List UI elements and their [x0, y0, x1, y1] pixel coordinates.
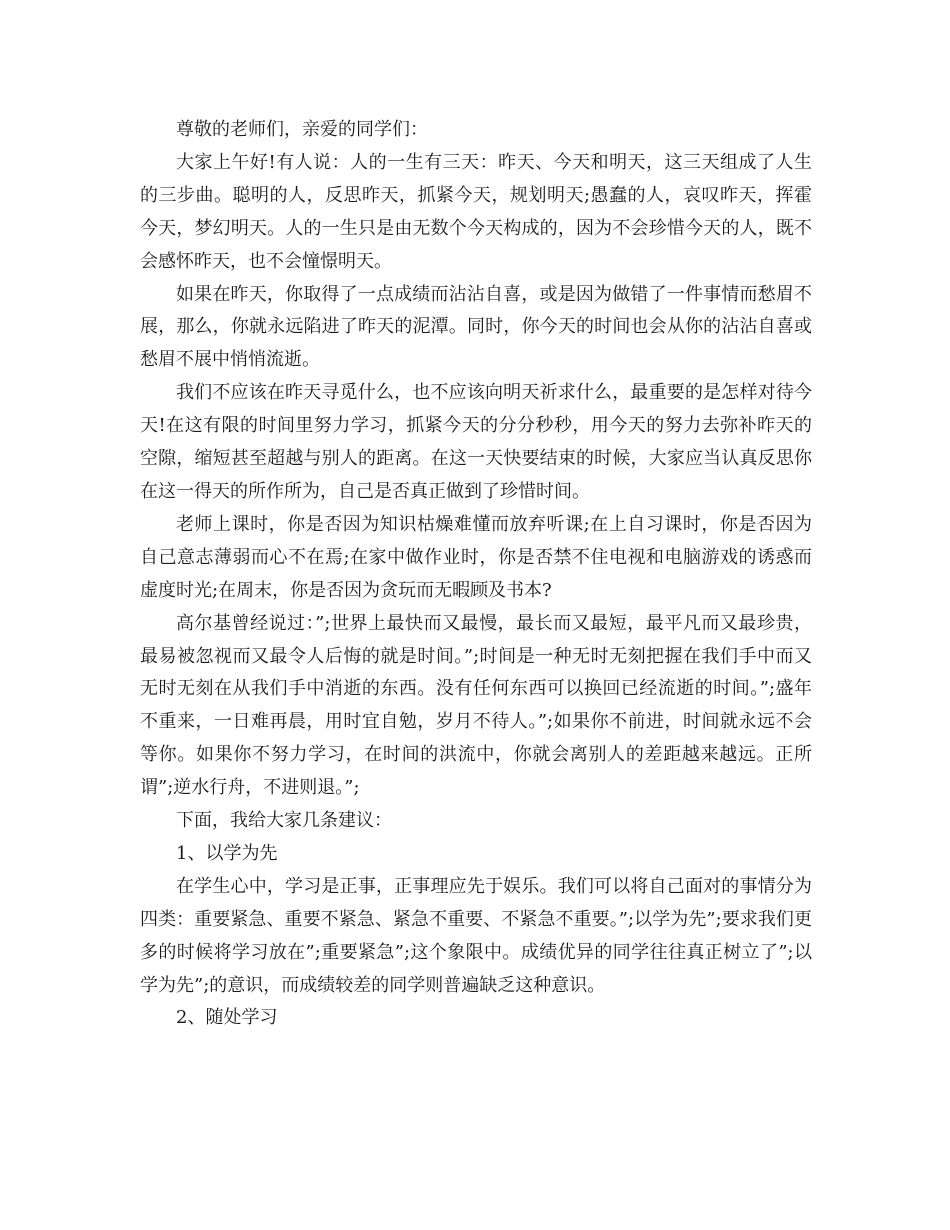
- paragraph-questions: 老师上课时，你是否因为知识枯燥难懂而放弃听课;在上自习课时，你是否因为自己意志薄弱而心不在焉;在家中做作业时，你是否禁不住电视和电脑游戏的诱惑而虚度时光;在周末，你是否因为贪玩而无暇顾及书本?: [140, 513, 812, 601]
- speech-text: [140, 114, 812, 1035]
- suggestion-heading-2: 2、随处学习: [176, 1007, 278, 1029]
- suggestion-heading-1: 1、以学为先: [176, 842, 278, 864]
- paragraph-suggestions-intro: 下面，我给大家几条建议：: [176, 810, 392, 832]
- paragraph-gorky-quote: 高尔基曾经说过：”;世界上最快而又最慢，最长而又最短，最平凡而又最珍贵，最易被忽视而又最令人后悔的就是时间。”;时间是一种无时无刻把握在我们手中而又无时无刻在从我们手中消逝的东西。没有任何东西可以换回已经流逝的时间。”;盛年不重来，一日难再晨，用时宜自勉，岁月不待人。”;如果你不前进，时间就永远不会等你。如果你不努力学习，在时间的洪流中，你就会离别人的差距越来越远。正所谓”;逆水行舟，不进则退。”;: [140, 612, 812, 799]
- paragraph-today: 我们不应该在昨天寻觅什么，也不应该向明天祈求什么，最重要的是怎样对待今天!在这有限的时间里努力学习，抓紧今天的分分秒秒，用今天的努力去弥补昨天的空隙，缩短甚至超越与别人的距离。在这一天快要结束的时候，大家应当认真反思你在这一得天的所作所为，自己是否真正做到了珍惜时间。: [140, 382, 812, 502]
- paragraph-three-days: 大家上午好!有人说：人的一生有三天：昨天、今天和明天，这三天组成了人生的三步曲。聪明的人，反思昨天，抓紧今天，规划明天;愚蠢的人，哀叹昨天，挥霍今天，梦幻明天。人的一生只是由无数个今天构成的，因为不会珍惜今天的人，既不会感怀昨天，也不会憧憬明天。: [140, 151, 812, 272]
- greeting-line: 尊敬的老师们，亲爱的同学们：: [176, 119, 428, 140]
- paragraph-yesterday: 如果在昨天，你取得了一点成绩而沾沾自喜，或是因为做错了一件事情而愁眉不展，那么，你就永远陷进了昨天的泥潭。同时，你今天的时间也会从你的沾沾自喜或愁眉不展中悄悄流逝。: [140, 283, 812, 371]
- paragraph-study-first: 在学生心中，学习是正事，正事理应先于娱乐。我们可以将自己面对的事情分为四类：重要紧急、重要不紧急、紧急不重要、不紧急不重要。”;以学为先”;要求我们更多的时候将学习放在”;重要紧急”;这个象限中。成绩优异的同学往往真正树立了”;以学为先”;的意识，而成绩较差的同学则普遍缺乏这种意识。: [140, 875, 812, 996]
